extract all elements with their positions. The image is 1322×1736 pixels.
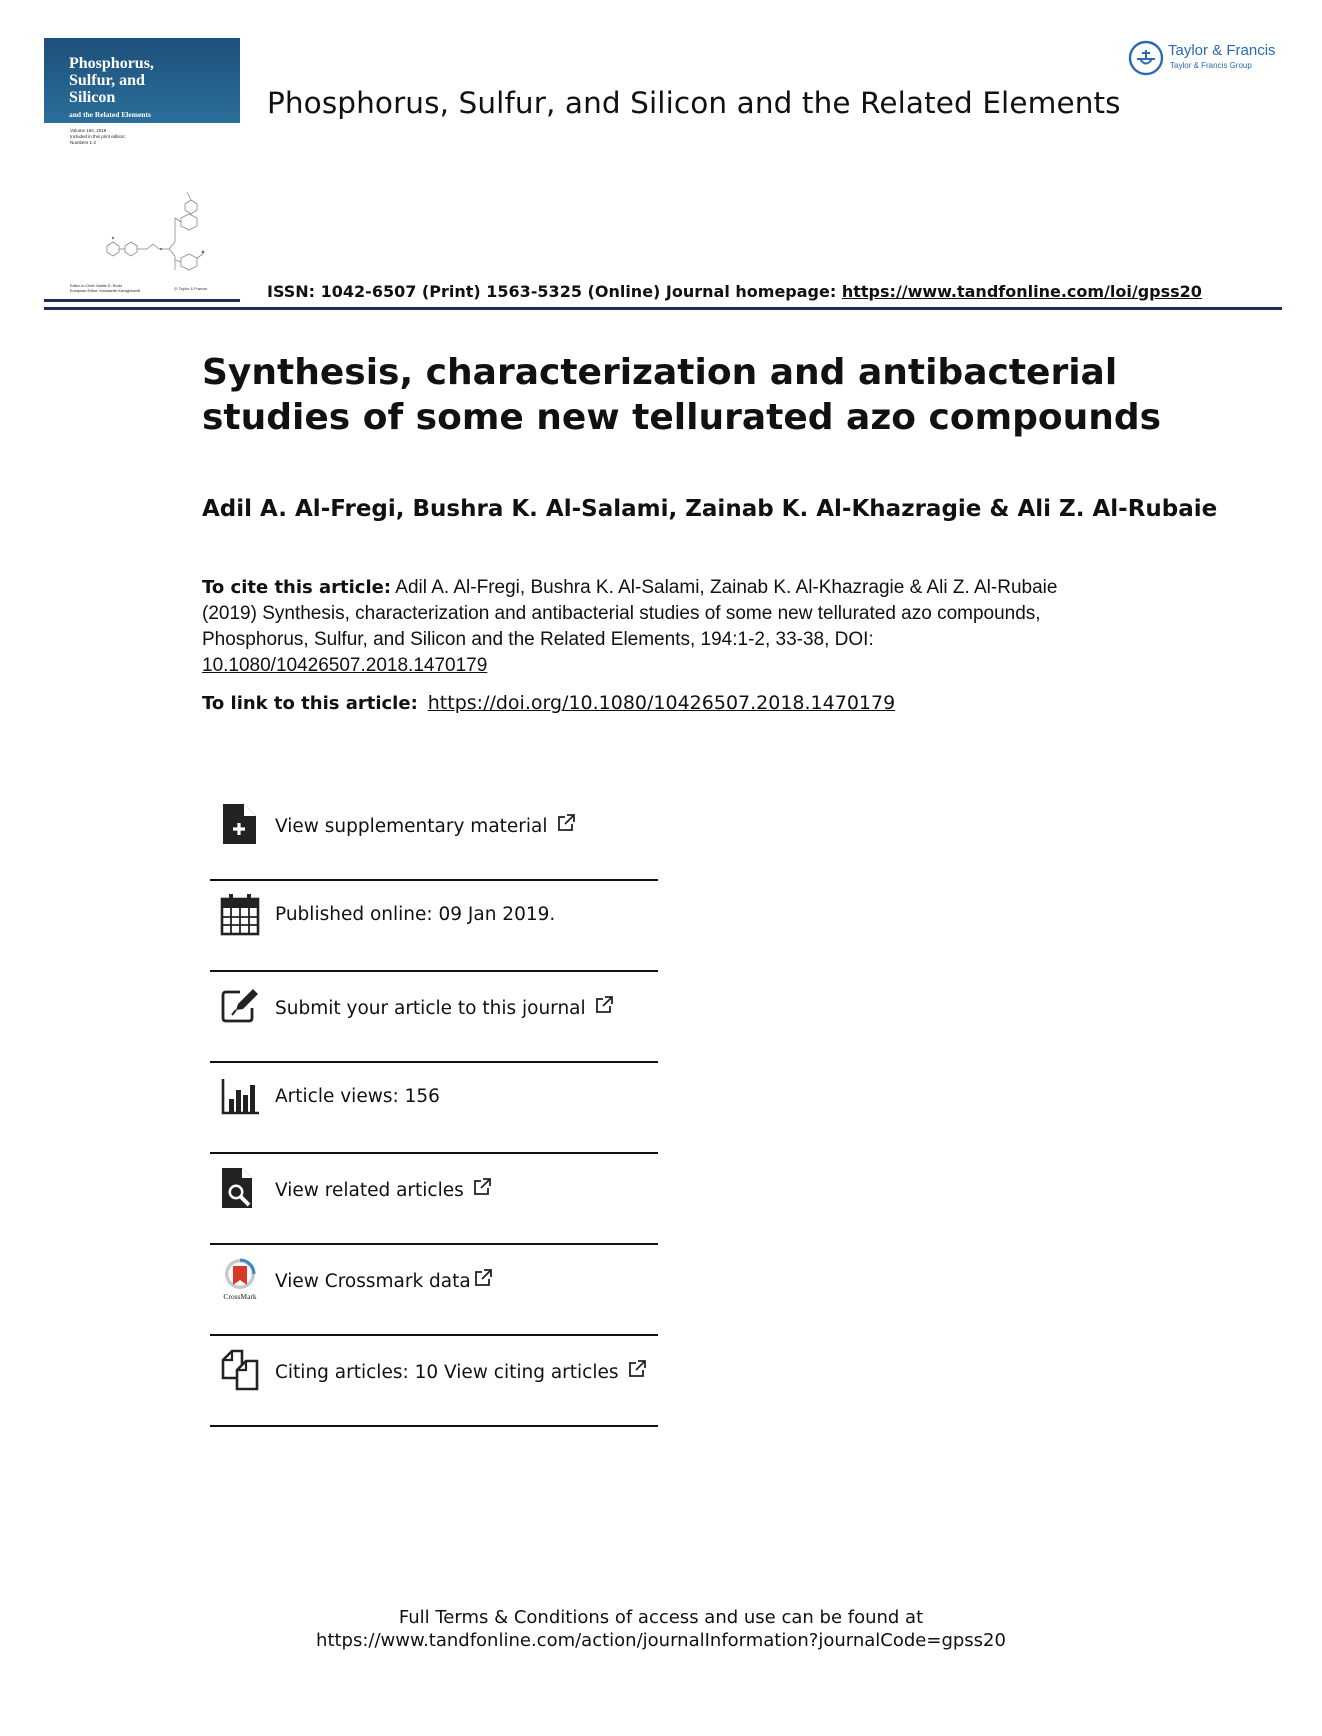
list-item-label xyxy=(275,1177,492,1201)
crossmark-icon-text: CrossMark xyxy=(223,1292,257,1301)
file-plus-icon xyxy=(220,802,260,846)
publisher-mini-icon: ◎ xyxy=(174,286,179,291)
cover-title-line: Sulfur, and xyxy=(69,72,145,89)
list-item-supplementary[interactable] xyxy=(210,790,658,881)
crossmark-label: View Crossmark data xyxy=(275,1271,471,1292)
cover-title-line: Phosphorus, xyxy=(69,55,154,72)
cover-publisher-name: Taylor & Francis xyxy=(178,286,208,291)
list-item-crossmark[interactable] xyxy=(210,1245,658,1336)
journal-homepage-link[interactable]: https://www.tandfonline.com/loi/gpss20 xyxy=(841,282,1202,301)
cover-editors xyxy=(70,284,140,294)
list-item-label xyxy=(275,995,614,1019)
article-doi-link[interactable]: https://doi.org/10.1080/10426507.2018.1470179 xyxy=(427,692,896,714)
issn-line xyxy=(267,282,1202,301)
molecule-structure-image xyxy=(99,188,239,278)
cover-divider xyxy=(44,299,240,302)
list-item-citing[interactable] xyxy=(210,1336,658,1427)
article-info-list xyxy=(210,790,658,1427)
publisher-name: Taylor & Francis xyxy=(1168,42,1276,59)
journal-cover xyxy=(44,38,240,308)
cover-title-line: Silicon xyxy=(69,89,116,106)
list-item-label xyxy=(275,813,576,837)
cover-editor-line: Editor-in-Chief: Mattie D. Rudd xyxy=(70,284,122,288)
cite-text: Adil A. Al-Fregi, Bushra K. Al-Salami, Zainab K. Al-Khazragie & Ali Z. Al-Rubaie (2019) Synthesis, characterization and antibacterial studies of some new tellurated azo compounds, Phosphorus, Sulfur, and Silicon and the Related Elements, 194:1-2, 33-38, DOI: xyxy=(202,577,1058,650)
published-date: Published online: 09 Jan 2019. xyxy=(275,904,556,925)
article-authors: Adil A. Al-Fregi, Bushra K. Al-Salami, Zainab K. Al-Khazragie & Ali Z. Al-Rubaie xyxy=(202,496,1218,522)
citing-label: Citing articles: 10 View citing articles xyxy=(275,1362,619,1383)
submit-label: Submit your article to this journal xyxy=(275,998,586,1019)
article-link-line xyxy=(202,692,895,714)
bar-chart-icon xyxy=(220,1075,260,1119)
footer-terms-link[interactable]: https://www.tandfonline.com/action/journalInformation?journalCode=gpss20 xyxy=(316,1630,1006,1651)
list-item-related[interactable] xyxy=(210,1154,658,1245)
publisher-group: Taylor & Francis Group xyxy=(1170,61,1252,70)
footer-line: Full Terms & Conditions of access and use can be found at xyxy=(398,1607,924,1628)
header-divider xyxy=(44,307,1282,310)
list-item-views xyxy=(210,1063,658,1154)
publisher-logo[interactable] xyxy=(1128,38,1288,78)
supplementary-label: View supplementary material xyxy=(275,816,548,837)
cover-publisher-logo xyxy=(174,286,207,291)
journal-title: Phosphorus, Sulfur, and Silicon and the Related Elements xyxy=(267,86,1121,120)
list-item-label xyxy=(275,1359,647,1383)
cite-label: To cite this article: xyxy=(202,577,392,598)
copy-documents-icon xyxy=(220,1348,260,1392)
list-item-submit[interactable] xyxy=(210,972,658,1063)
taylor-francis-icon xyxy=(1128,40,1164,76)
link-label: To link to this article: xyxy=(202,693,418,714)
external-link-icon xyxy=(627,1359,647,1379)
footer-terms xyxy=(0,1606,1322,1652)
related-label: View related articles xyxy=(275,1180,464,1201)
list-item-label xyxy=(275,1268,493,1292)
cover-title xyxy=(69,55,154,106)
list-item-published xyxy=(210,881,658,972)
search-document-icon xyxy=(220,1166,260,1210)
edit-icon xyxy=(220,984,260,1028)
external-link-icon xyxy=(472,1177,492,1197)
crossmark-icon xyxy=(220,1257,260,1301)
cover-edition-line: Included in this print edition: xyxy=(70,134,126,139)
cover-editor-line: European Editor: Konstantin Karaghiosoff xyxy=(70,289,140,293)
citation-block xyxy=(202,575,1102,679)
cover-edition-line: Volume 194, 2019 xyxy=(70,128,107,133)
article-title: Synthesis, characterization and antibacterial studies of some new tellurated azo compounds xyxy=(202,352,1162,438)
issn-text: ISSN: 1042-6507 (Print) 1563-5325 (Online) Journal homepage: xyxy=(267,282,842,301)
external-link-icon xyxy=(473,1268,493,1288)
calendar-icon xyxy=(220,893,260,937)
cover-subtitle: and the Related Elements xyxy=(69,110,151,119)
cite-doi-link[interactable]: 10.1080/10426507.2018.1470179 xyxy=(202,655,488,676)
external-link-icon xyxy=(556,813,576,833)
cover-edition-line: Numbers 1-2 xyxy=(70,140,97,145)
cover-edition-info xyxy=(70,128,126,146)
article-views: Article views: 156 xyxy=(275,1086,440,1107)
external-link-icon xyxy=(594,995,614,1015)
